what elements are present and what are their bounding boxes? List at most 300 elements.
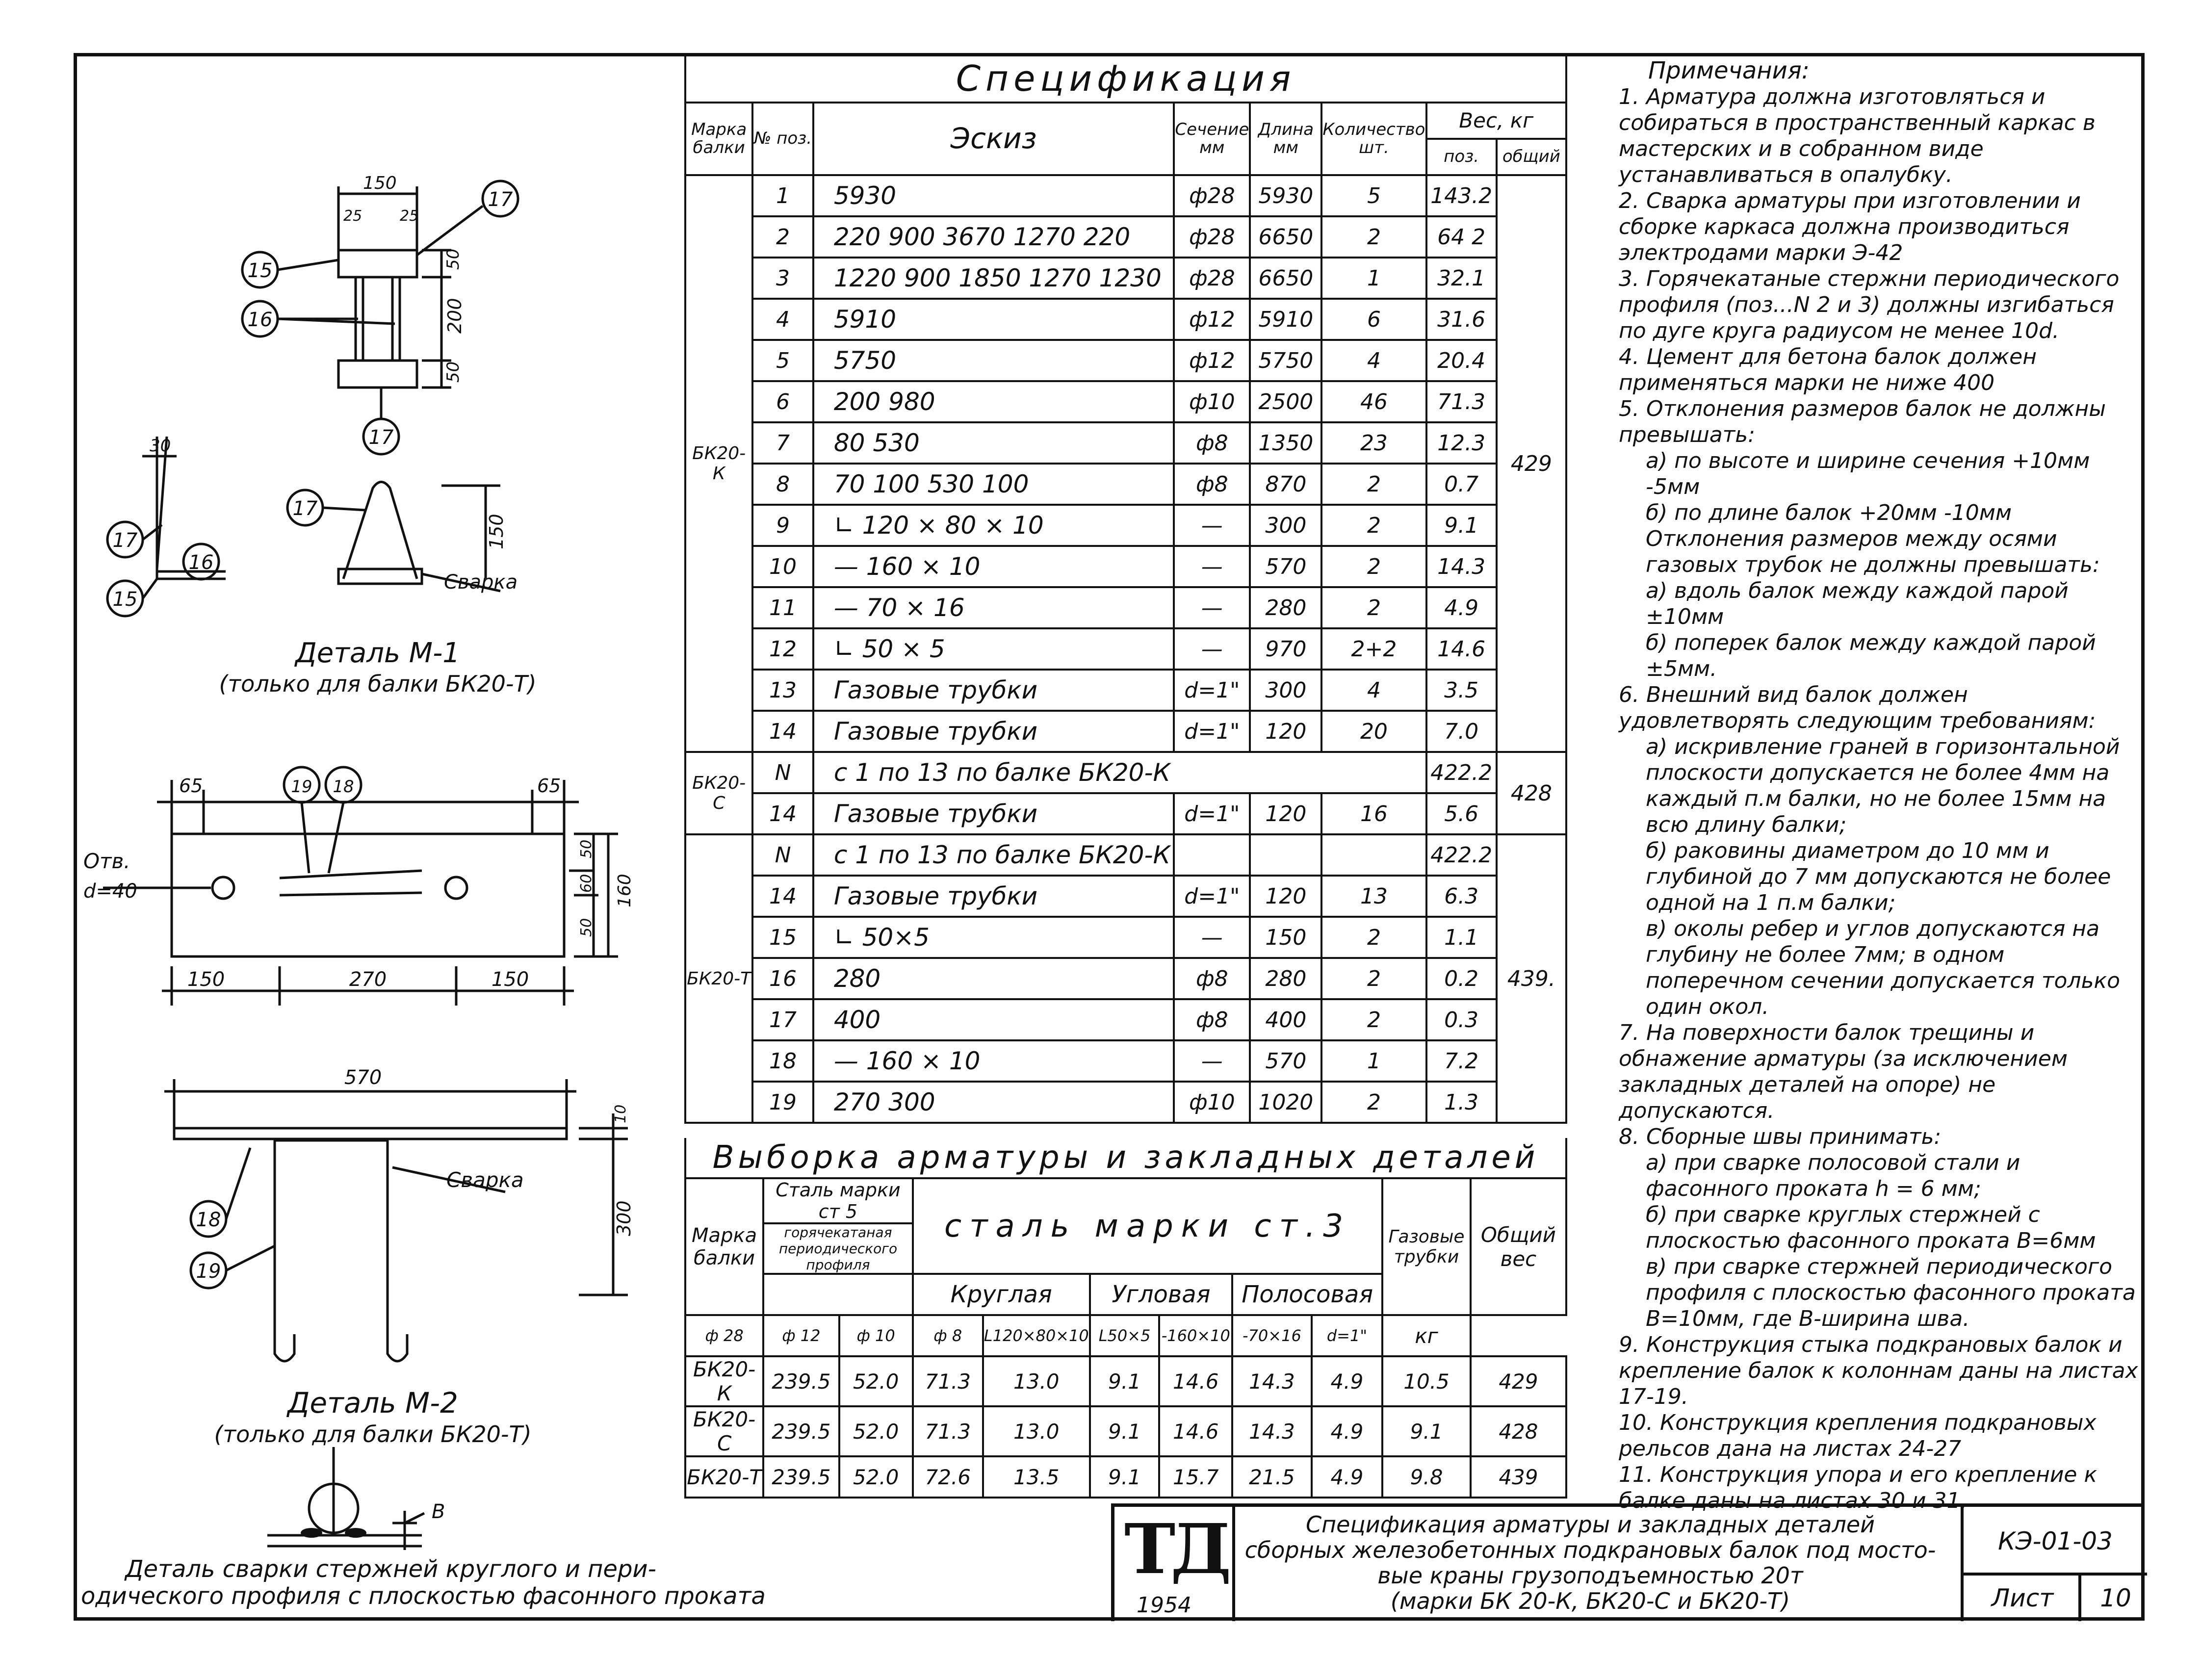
length-cell: 970 [1250, 628, 1321, 670]
qty-cell: 20 [1321, 711, 1426, 752]
pos-cell: 14 [752, 793, 813, 834]
value-cell: 14.6 [1159, 1406, 1232, 1456]
pos-cell: 10 [752, 546, 813, 587]
table-row [685, 258, 1566, 299]
weld-label: Сварка [444, 571, 518, 594]
section-cell: ф12 [1174, 340, 1250, 381]
value-cell: 10.5 [1382, 1356, 1471, 1406]
sketch-cell: Газовые трубки [813, 876, 1174, 917]
value-cell: 14.3 [1232, 1356, 1311, 1406]
sketch-cell: — 160 × 10 [813, 546, 1174, 587]
length-cell [1250, 834, 1321, 876]
value-cell: 9.1 [1090, 1406, 1160, 1456]
length-cell: 120 [1250, 711, 1321, 752]
weight-cell: 6.3 [1426, 876, 1497, 917]
beam-mark: БК20-К [685, 175, 752, 752]
note-item: б) по длине балок +20мм -10мм [1646, 500, 2012, 525]
sketch-cell: 5750 [813, 340, 1174, 381]
weld-caption-line1: Деталь сварки стержней круглого и пери- [125, 1555, 656, 1583]
sketch-cell: 270 300 [813, 1082, 1174, 1123]
length-cell: 2500 [1250, 381, 1321, 422]
sel-col-header: L50×5 [1090, 1315, 1160, 1356]
pos-cell: 15 [752, 917, 813, 958]
table-row [685, 381, 1566, 422]
note-item: а) по высоте и ширине сечения +10мм -5мм [1646, 448, 2090, 499]
weight-cell: 14.3 [1426, 546, 1497, 587]
length-cell: 400 [1250, 999, 1321, 1040]
value-cell: 71.3 [913, 1356, 983, 1406]
qty-cell: 2 [1321, 505, 1426, 546]
value-cell: 14.3 [1232, 1406, 1311, 1456]
hdr-sketch: Эскиз [813, 103, 1174, 175]
table-row [685, 340, 1566, 381]
total-weight: 428 [1497, 752, 1566, 834]
qty-cell: 13 [1321, 876, 1426, 917]
section-cell [1174, 834, 1250, 876]
length-cell: 6650 [1250, 258, 1321, 299]
length-cell: 870 [1250, 464, 1321, 505]
sketch-cell: 5930 [813, 175, 1174, 216]
table-row [685, 711, 1566, 752]
weld-caption-line2: одического профиля с плоскостью фасонного проката [81, 1582, 766, 1610]
note-item: 3. Горячекатаные стержни периодического профиля (поз...N 2 и 3) должны изгибаться по дуге круга радиусом не менее 10d. [1619, 266, 2120, 343]
sketch-cell: с 1 по 13 по балке БК20-К [813, 834, 1174, 876]
value-cell: 52.0 [839, 1456, 913, 1498]
pos-cell: 18 [752, 1040, 813, 1082]
qty-cell: 46 [1321, 381, 1426, 422]
qty-cell: 2 [1321, 958, 1426, 999]
note-item: а) искривление граней в горизонтальной плоскости допускается не более 4мм на каждый п.м балки, но не более 15мм на всю длину балки; [1646, 734, 2120, 837]
value-cell: 52.0 [839, 1356, 913, 1406]
length-cell: 150 [1250, 917, 1321, 958]
section-cell: — [1174, 917, 1250, 958]
dim-label: 50 [443, 248, 463, 270]
weight-cell: 422.2 [1426, 834, 1497, 876]
detail-m2-title: Деталь М-2 [287, 1386, 458, 1420]
hdr-qty: Количество шт. [1321, 103, 1426, 175]
sketch-cell: Газовые трубки [813, 793, 1174, 834]
sketch-cell: — 160 × 10 [813, 1040, 1174, 1082]
detail-m1-title: Деталь М-1 [295, 637, 460, 669]
notes-title: Примечания: [1648, 57, 1810, 84]
notes-block [1619, 58, 2139, 1514]
length-cell: 280 [1250, 958, 1321, 999]
table-row [685, 958, 1566, 999]
note-item: в) околы ребер и углов допускаются на глубину не более 7мм; в одном поперечном сечении допускается только один окол. [1646, 916, 2120, 1019]
table-row [685, 587, 1566, 628]
section-cell: ф8 [1174, 999, 1250, 1040]
beam-mark: БК20-Т [685, 1456, 763, 1498]
table-row [685, 299, 1566, 340]
section-cell: — [1174, 587, 1250, 628]
value-cell: 239.5 [763, 1356, 839, 1406]
pos-label: 19 [196, 1260, 221, 1283]
table-row [685, 1356, 1566, 1406]
value-cell: 9.1 [1382, 1406, 1471, 1456]
pos-cell: 7 [752, 422, 813, 464]
pos-label: 18 [196, 1209, 221, 1231]
note-item: б) раковины диаметром до 10 мм и глубиной до 7 мм допускаются не более одной на 1 п.м балки; [1646, 838, 2111, 915]
sel-unit: кг [1382, 1315, 1471, 1356]
hdr-section: Сечение мм [1174, 103, 1250, 175]
table-row [685, 505, 1566, 546]
pos-label: 17 [488, 188, 513, 211]
sketch-cell: 400 [813, 999, 1174, 1040]
note-item: 2. Сварка арматуры при изготовлении и сборке каркаса должна производиться электродами марки Э-42 [1619, 188, 2081, 265]
dim-label: 10 [612, 1104, 629, 1123]
section-cell: d=1" [1174, 670, 1250, 711]
sketch-cell: ∟ 50×5 [813, 917, 1174, 958]
table-row [685, 628, 1566, 670]
weight-cell: 3.5 [1426, 670, 1497, 711]
dim-label: 65 [179, 775, 203, 797]
spec-title: Спецификация [685, 54, 1566, 103]
length-cell: 5750 [1250, 340, 1321, 381]
beam-mark: БК20-Т [685, 834, 752, 1123]
qty-cell: 2 [1321, 917, 1426, 958]
qty-cell [1321, 834, 1426, 876]
value-cell: 9.8 [1382, 1456, 1471, 1498]
sel-hdr-angle: Угловая [1090, 1274, 1232, 1315]
dim-label: 50 [578, 918, 595, 937]
sketch-cell: с 1 по 13 по балке БК20-К [813, 752, 1426, 793]
length-cell: 5930 [1250, 175, 1321, 216]
note-item: 9. Конструкция стыка подкрановых балок и крепление балок к колоннам даны на листах 17-19. [1619, 1332, 2138, 1409]
length-cell: 300 [1250, 670, 1321, 711]
pos-label: 17 [112, 529, 138, 552]
pos-label: 15 [247, 259, 273, 282]
sel-col-header: -160×10 [1159, 1315, 1232, 1356]
section-cell: d=1" [1174, 876, 1250, 917]
pos-cell: 1 [752, 175, 813, 216]
qty-cell: 2 [1321, 216, 1426, 258]
sketch-cell: 5910 [813, 299, 1174, 340]
drawing-title-line: сборных железобетонных подкрановых балок под мосто- [1244, 1537, 1936, 1563]
qty-cell: 1 [1321, 1040, 1426, 1082]
sketch-cell: ∟ 50 × 5 [813, 628, 1174, 670]
pos-cell: N [752, 752, 813, 793]
weight-cell: 31.6 [1426, 299, 1497, 340]
sel-hdr-st3: сталь марки ст.3 [913, 1178, 1383, 1274]
section-cell: ф8 [1174, 422, 1250, 464]
section-cell: d=1" [1174, 711, 1250, 752]
dim-label: 30 [150, 436, 171, 456]
pos-cell: 19 [752, 1082, 813, 1123]
dim-label: 25 [343, 207, 363, 225]
note-item: а) вдоль балок между каждой парой ±10мм [1646, 578, 2069, 629]
section-cell: — [1174, 546, 1250, 587]
hdr-weight-pos: поз. [1426, 139, 1497, 175]
sketch-cell: ∟ 120 × 80 × 10 [813, 505, 1174, 546]
beam-mark: БК20-С [685, 752, 752, 834]
sel-col-header: L120×80×10 [983, 1315, 1090, 1356]
value-cell: 429 [1471, 1356, 1566, 1406]
weight-cell: 7.2 [1426, 1040, 1497, 1082]
sel-hdr-total: Общий вес [1471, 1178, 1566, 1315]
logo-year: 1954 [1137, 1593, 1191, 1618]
sel-hdr-strip: Полосовая [1232, 1274, 1382, 1315]
specification-table [684, 53, 1567, 1124]
length-cell: 5910 [1250, 299, 1321, 340]
pos-cell: 5 [752, 340, 813, 381]
dim-label: 300 [613, 1200, 635, 1236]
pos-cell: 13 [752, 670, 813, 711]
note-item: б) при сварке круглых стержней с плоскостью фасонного проката В=6мм [1646, 1202, 2096, 1253]
qty-cell: 23 [1321, 422, 1426, 464]
dim-label: 25 [400, 207, 419, 225]
weight-cell: 0.2 [1426, 958, 1497, 999]
sketch-cell: Газовые трубки [813, 670, 1174, 711]
sel-col-header: -70×16 [1232, 1315, 1311, 1356]
weight-cell: 0.7 [1426, 464, 1497, 505]
table-row [685, 670, 1566, 711]
qty-cell: 1 [1321, 258, 1426, 299]
qty-cell: 2 [1321, 1082, 1426, 1123]
qty-cell: 6 [1321, 299, 1426, 340]
table-row [685, 1456, 1566, 1498]
pos-cell: 4 [752, 299, 813, 340]
value-cell: 439 [1471, 1456, 1566, 1498]
table-row [685, 876, 1566, 917]
weight-cell: 422.2 [1426, 752, 1497, 793]
section-cell: ф10 [1174, 1082, 1250, 1123]
value-cell: 15.7 [1159, 1456, 1232, 1498]
value-cell: 9.1 [1090, 1456, 1160, 1498]
pos-cell: 3 [752, 258, 813, 299]
sel-col-header: ф 10 [839, 1315, 913, 1356]
total-weight: 429 [1497, 175, 1566, 752]
table-row [685, 1040, 1566, 1082]
weight-cell: 143.2 [1426, 175, 1497, 216]
weld-label: Сварка [446, 1168, 524, 1192]
pos-label: 19 [291, 777, 312, 797]
pos-label: 15 [112, 588, 138, 611]
value-cell: 14.6 [1159, 1356, 1232, 1406]
weight-cell: 12.3 [1426, 422, 1497, 464]
qty-cell: 2 [1321, 464, 1426, 505]
table-row [685, 1406, 1566, 1456]
weld-width-label: B [432, 1500, 445, 1523]
hole-label: Отв. [83, 849, 130, 873]
table-row [685, 422, 1566, 464]
pos-cell: 2 [752, 216, 813, 258]
sketch-cell: 280 [813, 958, 1174, 999]
table-row [685, 1082, 1566, 1123]
weight-cell: 9.1 [1426, 505, 1497, 546]
pos-cell: 14 [752, 711, 813, 752]
note-item: 1. Арматура должна изготовляться и собираться в пространственный каркас в мастерских и в собранном виде устанавливаться в опалубку. [1619, 84, 2096, 187]
pos-label: 18 [333, 777, 354, 797]
weight-cell: 4.9 [1426, 587, 1497, 628]
pos-cell: 9 [752, 505, 813, 546]
selection-table [684, 1138, 1567, 1499]
note-item: 11. Конструкция упора и его крепление к балке даны на листах 30 и 31. [1619, 1462, 2097, 1513]
sketch-cell: 200 980 [813, 381, 1174, 422]
section-cell: d=1" [1174, 793, 1250, 834]
length-cell: 1350 [1250, 422, 1321, 464]
selection-title: Выборка арматуры и закладных деталей [685, 1138, 1566, 1178]
section-cell: — [1174, 628, 1250, 670]
sheet-number: 10 [2078, 1576, 2150, 1621]
value-cell: 239.5 [763, 1456, 839, 1498]
value-cell: 13.0 [983, 1406, 1090, 1456]
qty-cell: 5 [1321, 175, 1426, 216]
hdr-mark: Марка балки [685, 103, 752, 175]
table-row [685, 464, 1566, 505]
table-row [685, 175, 1566, 216]
sketch-cell: 220 900 3670 1270 220 [813, 216, 1174, 258]
length-cell: 120 [1250, 876, 1321, 917]
pos-cell: 8 [752, 464, 813, 505]
sel-hdr-gas: Газовые трубки [1382, 1178, 1471, 1315]
table-row [685, 834, 1566, 876]
section-cell: — [1174, 505, 1250, 546]
drawing-title [1242, 1512, 1939, 1614]
length-cell: 280 [1250, 587, 1321, 628]
note-item: 7. На поверхности балок трещины и обнажение арматуры (за исключением закладных деталей на опоре) не допускаются. [1619, 1020, 2068, 1123]
note-item: 5. Отклонения размеров балок не должны превышать: [1619, 396, 2106, 447]
weight-cell: 1.3 [1426, 1082, 1497, 1123]
hole-diameter: d=40 [83, 880, 137, 903]
table-row [685, 917, 1566, 958]
pos-cell: 12 [752, 628, 813, 670]
dim-label: 160 [615, 874, 635, 907]
value-cell: 13.0 [983, 1356, 1090, 1406]
weight-cell: 0.3 [1426, 999, 1497, 1040]
dim-label: 150 [486, 514, 507, 549]
section-cell: ф28 [1174, 258, 1250, 299]
dim-label: 50 [578, 839, 595, 858]
pos-cell: 14 [752, 876, 813, 917]
value-cell: 52.0 [839, 1406, 913, 1456]
value-cell: 21.5 [1232, 1456, 1311, 1498]
qty-cell: 2 [1321, 587, 1426, 628]
pos-cell: 16 [752, 958, 813, 999]
weight-cell: 7.0 [1426, 711, 1497, 752]
value-cell: 4.9 [1312, 1406, 1383, 1456]
dim-label: 60 [578, 874, 595, 893]
beam-mark: БК20-К [685, 1356, 763, 1406]
detail-m1-subtitle: (только для балки БК20-Т) [219, 671, 537, 697]
pos-cell: N [752, 834, 813, 876]
note-item: 6. Внешний вид балок должен удовлетворять следующим требованиям: [1619, 682, 2096, 733]
value-cell: 428 [1471, 1406, 1566, 1456]
length-cell: 300 [1250, 505, 1321, 546]
note-item: а) при сварке полосовой стали и фасонного проката h = 6 мм; [1646, 1150, 2020, 1201]
hdr-length: Длина мм [1250, 103, 1321, 175]
pos-label: 16 [247, 309, 273, 331]
table-row [685, 793, 1566, 834]
value-cell: 71.3 [913, 1406, 983, 1456]
value-cell: 9.1 [1090, 1356, 1160, 1406]
dim-label: 570 [344, 1066, 382, 1089]
dim-label: 200 [444, 298, 466, 334]
weight-cell: 64 2 [1426, 216, 1497, 258]
hdr-weight: Вес, кг [1426, 103, 1567, 139]
sel-hdr-mark: Марка балки [685, 1178, 763, 1315]
beam-mark: БК20-С [685, 1406, 763, 1456]
note-item: Отклонения размеров между осями газовых трубок не должны превышать: [1646, 526, 2100, 577]
section-cell: ф8 [1174, 958, 1250, 999]
note-item: б) поперек балок между каждой парой ±5мм. [1646, 630, 2096, 681]
dim-label: 65 [537, 775, 561, 797]
section-cell: ф28 [1174, 175, 1250, 216]
sel-hdr-st5: Сталь марки ст 5 [763, 1178, 913, 1223]
qty-cell: 2 [1321, 999, 1426, 1040]
title-block [1111, 1503, 2144, 1621]
length-cell: 1020 [1250, 1082, 1321, 1123]
section-cell: — [1174, 1040, 1250, 1082]
value-cell: 4.9 [1312, 1356, 1383, 1406]
sel-col-header: ф 28 [685, 1315, 763, 1356]
weight-cell: 71.3 [1426, 381, 1497, 422]
table-row [685, 999, 1566, 1040]
qty-cell: 16 [1321, 793, 1426, 834]
sel-col-header: ф 8 [913, 1315, 983, 1356]
value-cell: 72.6 [913, 1456, 983, 1498]
note-item: 10. Конструкция крепления подкрановых рельсов дана на листах 24-27 [1619, 1410, 2097, 1461]
weight-cell: 14.6 [1426, 628, 1497, 670]
length-cell: 570 [1250, 1040, 1321, 1082]
pos-cell: 17 [752, 999, 813, 1040]
pos-label: 16 [188, 551, 214, 574]
sel-hdr-round: Круглая [913, 1274, 1090, 1315]
weight-cell: 1.1 [1426, 917, 1497, 958]
detail-m2-subtitle: (только для балки БК20-Т) [214, 1421, 532, 1447]
sketch-cell: 80 530 [813, 422, 1174, 464]
note-item: в) при сварке стержней периодического профиля с плоскостью фасонного проката В=10мм, где В-ширина шва. [1646, 1254, 2136, 1331]
hdr-weight-total: общий [1497, 139, 1566, 175]
section-cell: ф28 [1174, 216, 1250, 258]
drawing-title-line: (марки БК 20-К, БК20-С и БК20-Т) [1390, 1588, 1790, 1614]
dim-label: 50 [443, 361, 463, 383]
dim-label: 150 [491, 968, 529, 991]
value-cell: 239.5 [763, 1406, 839, 1456]
qty-cell: 4 [1321, 340, 1426, 381]
table-row [685, 546, 1566, 587]
pos-cell: 6 [752, 381, 813, 422]
qty-cell: 2+2 [1321, 628, 1426, 670]
logo-text: ТД [1124, 1509, 1227, 1590]
publisher-logo [1114, 1507, 1235, 1621]
sel-col-header: ф 12 [763, 1315, 839, 1356]
weight-cell: 32.1 [1426, 258, 1497, 299]
sketch-cell: Газовые трубки [813, 711, 1174, 752]
note-item: 8. Сборные швы принимать: [1619, 1124, 1942, 1149]
weight-cell: 5.6 [1426, 793, 1497, 834]
pos-label: 17 [292, 497, 318, 520]
note-item: 4. Цемент для бетона балок должен применяться марки не ниже 400 [1619, 344, 2037, 395]
hdr-pos: № поз. [752, 103, 813, 175]
sketch-cell: — 70 × 16 [813, 587, 1174, 628]
value-cell: 4.9 [1312, 1456, 1383, 1498]
sheet-label: Лист [1961, 1576, 2081, 1621]
weight-cell: 20.4 [1426, 340, 1497, 381]
qty-cell: 4 [1321, 670, 1426, 711]
length-cell: 120 [1250, 793, 1321, 834]
pos-cell: 11 [752, 587, 813, 628]
section-cell: ф10 [1174, 381, 1250, 422]
dim-label: 150 [363, 173, 397, 193]
drawing-title-line: Спецификация арматуры и закладных деталей [1305, 1511, 1875, 1538]
drawing-title-line: вые краны грузоподъемностью 20т [1377, 1562, 1803, 1589]
dim-label: 270 [349, 968, 387, 991]
qty-cell: 2 [1321, 546, 1426, 587]
section-cell: ф12 [1174, 299, 1250, 340]
sel-col-header: d=1" [1312, 1315, 1383, 1356]
total-weight: 439. [1497, 834, 1566, 1123]
length-cell: 570 [1250, 546, 1321, 587]
